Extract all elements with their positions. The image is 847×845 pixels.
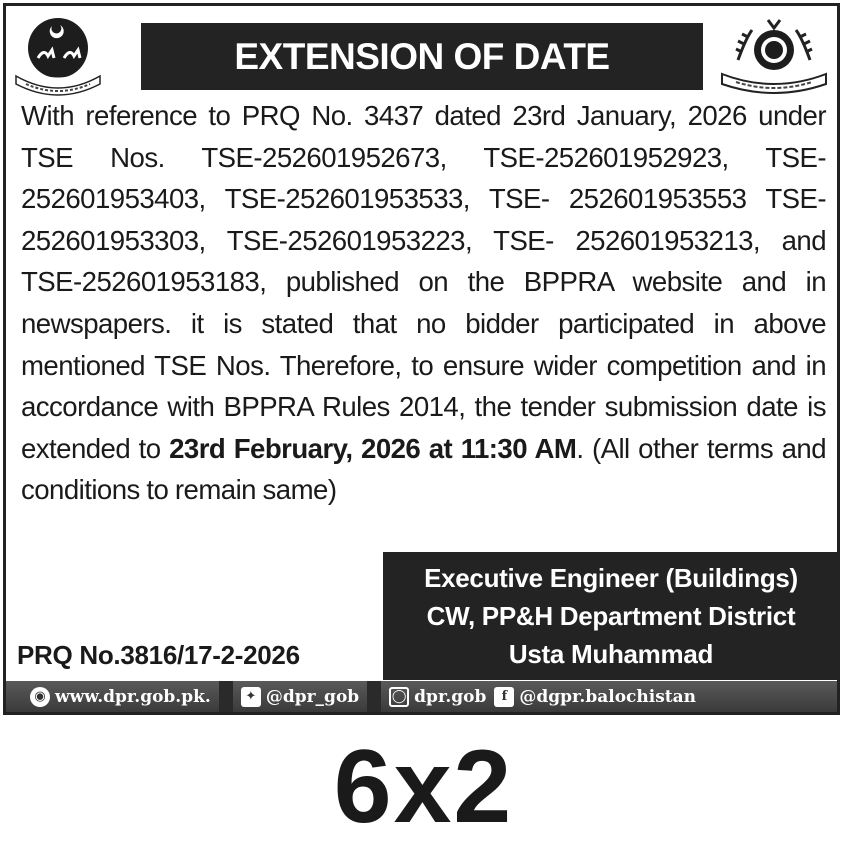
website-link[interactable]: www.dpr.gob.pk. [55,686,211,707]
instagram-handle[interactable]: dpr.gob [414,686,487,707]
signature-line-1: Executive Engineer (Buildings) [424,563,798,593]
footer-divider [219,681,233,712]
signature-block [383,552,839,680]
facebook-handle[interactable]: @dgpr.balochistan [519,686,697,707]
facebook-icon: f [494,687,514,707]
footer-twitter[interactable] [241,687,359,707]
extended-date: 23rd February, 2026 at 11:30 AM [169,432,577,464]
prq-number: PRQ No.3816/17-2-2026 [17,640,300,670]
balochistan-ppra-emblem-icon [718,16,830,96]
signature-line-2: CW, PP&H Department District [426,601,796,631]
notice-body [21,95,826,511]
instagram-icon: ◯ [389,687,409,707]
globe-icon: ◉ [30,687,50,707]
footer-website[interactable] [30,687,211,707]
signature-line-3: Usta Muhammad [508,639,714,669]
ad-size-label: 6x2 [333,729,514,845]
balochistan-government-emblem-icon [12,14,104,96]
footer-facebook[interactable] [494,687,696,707]
notice-text-start: With reference to PRQ No. 3437 dated 23rd January, 2026 under TSE Nos. TSE-252601952673, TSE-252601952923, TSE-252601953403, TSE-252601953533, TSE- 252601953553 TSE-252601953303, TSE-252601953223, TSE- 252601953213, and TSE-252601953183, published on the BPPRA website and in newspapers. it is stated that no bidder participated in above mentioned TSE Nos. Therefore, to ensure wider competition and in accordance with BPPRA Rules 2014, the tender submission date is extended to [21,100,826,464]
notice-text-end: . (All other terms and conditions to remain same) [21,432,826,506]
footer-bar [6,681,837,712]
footer-instagram[interactable] [389,687,486,707]
footer-divider [367,681,381,712]
twitter-handle[interactable]: @dpr_gob [265,686,360,707]
page-title: EXTENSION OF DATE [141,23,703,90]
twitter-icon: ✦ [241,687,261,707]
